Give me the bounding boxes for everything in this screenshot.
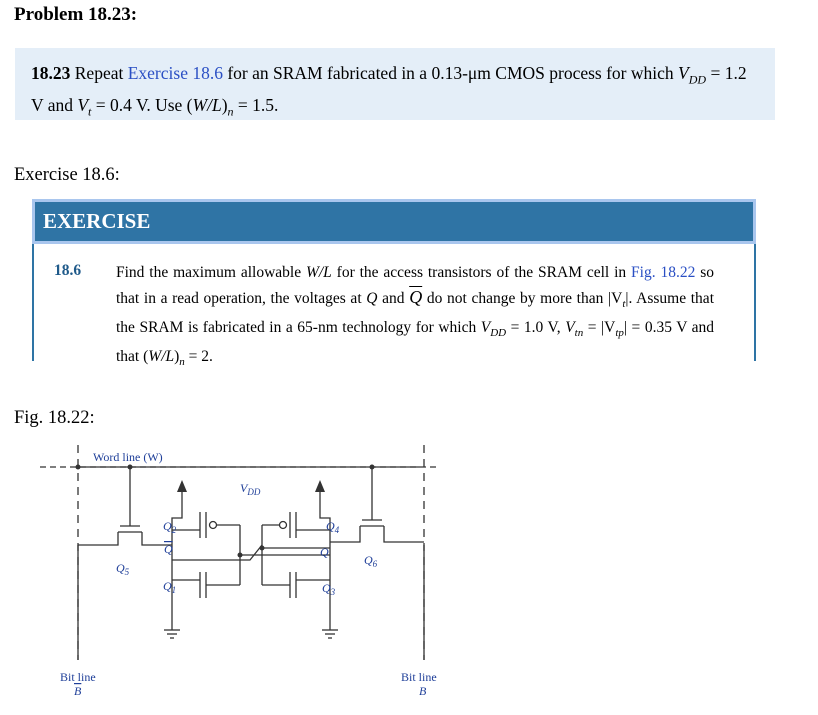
exercise-link[interactable]: Exercise 18.6 <box>127 63 223 83</box>
svg-text:Q5 <box>116 561 130 577</box>
problem-text: for an SRAM fabricated in a 0.13-μm CMOS process for which <box>227 63 674 83</box>
node-q-label: Q <box>320 545 329 559</box>
vdd-label: V <box>240 481 248 495</box>
vdd-subscript: DD <box>490 327 507 340</box>
ex-text-part: so that in a read operation, the voltages at <box>116 264 714 307</box>
vdd-arrow-right <box>315 480 325 492</box>
q6-drain <box>384 526 424 542</box>
ex-text-part: for the access transistors of the SRAM cell in <box>336 264 627 281</box>
exercise-text: Find the maximum allowable W/L for the access transistors of the SRAM cell in Fig. 18.22 so that in a read operation, the voltages at Q and $\overline{Q}$ do not change by more than $|V_t|$. Assume that the SRAM is fabricated in a 65-nm technology for which $V_{DD} = 1.0$ V, $V_{tn} = |V_{tp}| = 0.35$ V and that $(W/L)_n = 2$. <box>116 264 715 369</box>
vt-subscript: t <box>88 104 92 118</box>
q2-bubble <box>210 522 217 529</box>
svg-text:Q3 <box>322 581 336 597</box>
vtn-subscript: tn <box>574 327 584 340</box>
q5-label: Q <box>116 561 125 575</box>
exercise-header-label: EXERCISE <box>43 209 151 233</box>
q6-label-sub: 6 <box>372 559 378 569</box>
vdd-subscript: DD <box>688 72 707 87</box>
vt-symbol: V <box>77 94 89 115</box>
exercise-number: 18.6 <box>54 262 82 279</box>
vtn-symbol: V <box>565 319 575 337</box>
ex-text-part: = 2. <box>188 348 213 366</box>
bit-line-left-symbol: B <box>74 684 82 698</box>
q3-label-sub: 3 <box>330 587 336 597</box>
q2-label-sub: 2 <box>171 525 177 535</box>
ex-text-part: and <box>382 290 405 307</box>
svg-text:Q4 <box>326 519 340 535</box>
junction-dot <box>370 465 375 470</box>
vdd-label-sub: DD <box>247 487 261 497</box>
problem-text: = 1.5. <box>237 94 279 115</box>
vdd-symbol: V <box>678 63 689 83</box>
ex-text-part: | = 0.35 V and that ( <box>116 319 715 366</box>
ex-text-part: |. Assume that the SRAM is fabricated in a 65-nm technology for which <box>116 290 714 337</box>
bit-line-right-label: Bit line <box>401 670 437 684</box>
vdd-symbol: V <box>480 319 491 337</box>
wl-symbol: W/L <box>192 94 222 115</box>
bit-line-right-symbol: B <box>419 684 427 698</box>
svg-text:Q1 <box>163 579 176 595</box>
figure-link[interactable]: Fig. 18.22 <box>631 264 696 281</box>
q4-bubble <box>280 522 287 529</box>
problem-text: = 1.2 V and <box>31 63 747 115</box>
junction-dot <box>238 553 243 558</box>
vdd-arrow-left <box>177 480 187 492</box>
bit-line-left-label: Bit line <box>60 670 96 684</box>
word-line-label: Word line (W) <box>93 450 163 464</box>
vtp-subscript: tp <box>615 327 624 340</box>
ex-text-part: = 1.0 V, <box>510 319 561 337</box>
svg-text:VDD <box>240 481 261 497</box>
q5-label-sub: 5 <box>124 567 130 577</box>
problem-title: Problem 18.23: <box>14 4 138 25</box>
wl-subscript: n <box>227 104 234 118</box>
q4-label-sub: 4 <box>334 525 340 535</box>
ex-text-part: Find the maximum allowable <box>116 264 302 281</box>
qbar-symbol: $\overline{Q}$ <box>409 287 423 307</box>
problem-statement: 18.23 Repeat Exercise 18.6 for an SRAM fabricated in a 0.13-μm CMOS process for which $V_{DD} = 1.2$ V and $V_t = 0.4$ V. Use $(W/L)_n = 1.5$. <box>15 48 775 120</box>
node-qbar-label: Q <box>164 542 173 556</box>
ex-text-part: do not change by more than <box>426 290 604 307</box>
q1-label: Q <box>163 579 172 593</box>
q4-label: Q <box>326 519 335 533</box>
cross-couple-left <box>172 545 262 560</box>
exercise-caption: Exercise 18.6: <box>14 165 120 185</box>
q2-label: Q <box>163 519 172 533</box>
q5-source <box>78 532 118 545</box>
vt-symbol: |V <box>608 290 623 307</box>
figure-caption: Fig. 18.22: <box>14 408 95 428</box>
ex-text-part: = |V <box>587 319 616 337</box>
q1-label-sub: 1 <box>171 585 177 595</box>
junction-dot <box>76 465 81 470</box>
q6-label: Q <box>364 553 373 567</box>
wl-symbol: W/L <box>148 348 175 366</box>
wl-subscript: n <box>179 356 185 369</box>
junction-dot <box>260 546 265 551</box>
problem-number: 18.23 <box>31 63 71 83</box>
svg-text:Q6 <box>364 553 378 569</box>
problem-text: = 0.4 V. Use ( <box>95 94 193 115</box>
q-symbol: Q <box>366 290 378 307</box>
junction-dot <box>128 465 133 470</box>
svg-text:Q2 <box>163 519 177 535</box>
wl-symbol: W/L <box>305 264 332 281</box>
vt-subscript: t <box>622 298 626 311</box>
problem-text: Repeat <box>74 63 124 83</box>
q3-label: Q <box>322 581 331 595</box>
